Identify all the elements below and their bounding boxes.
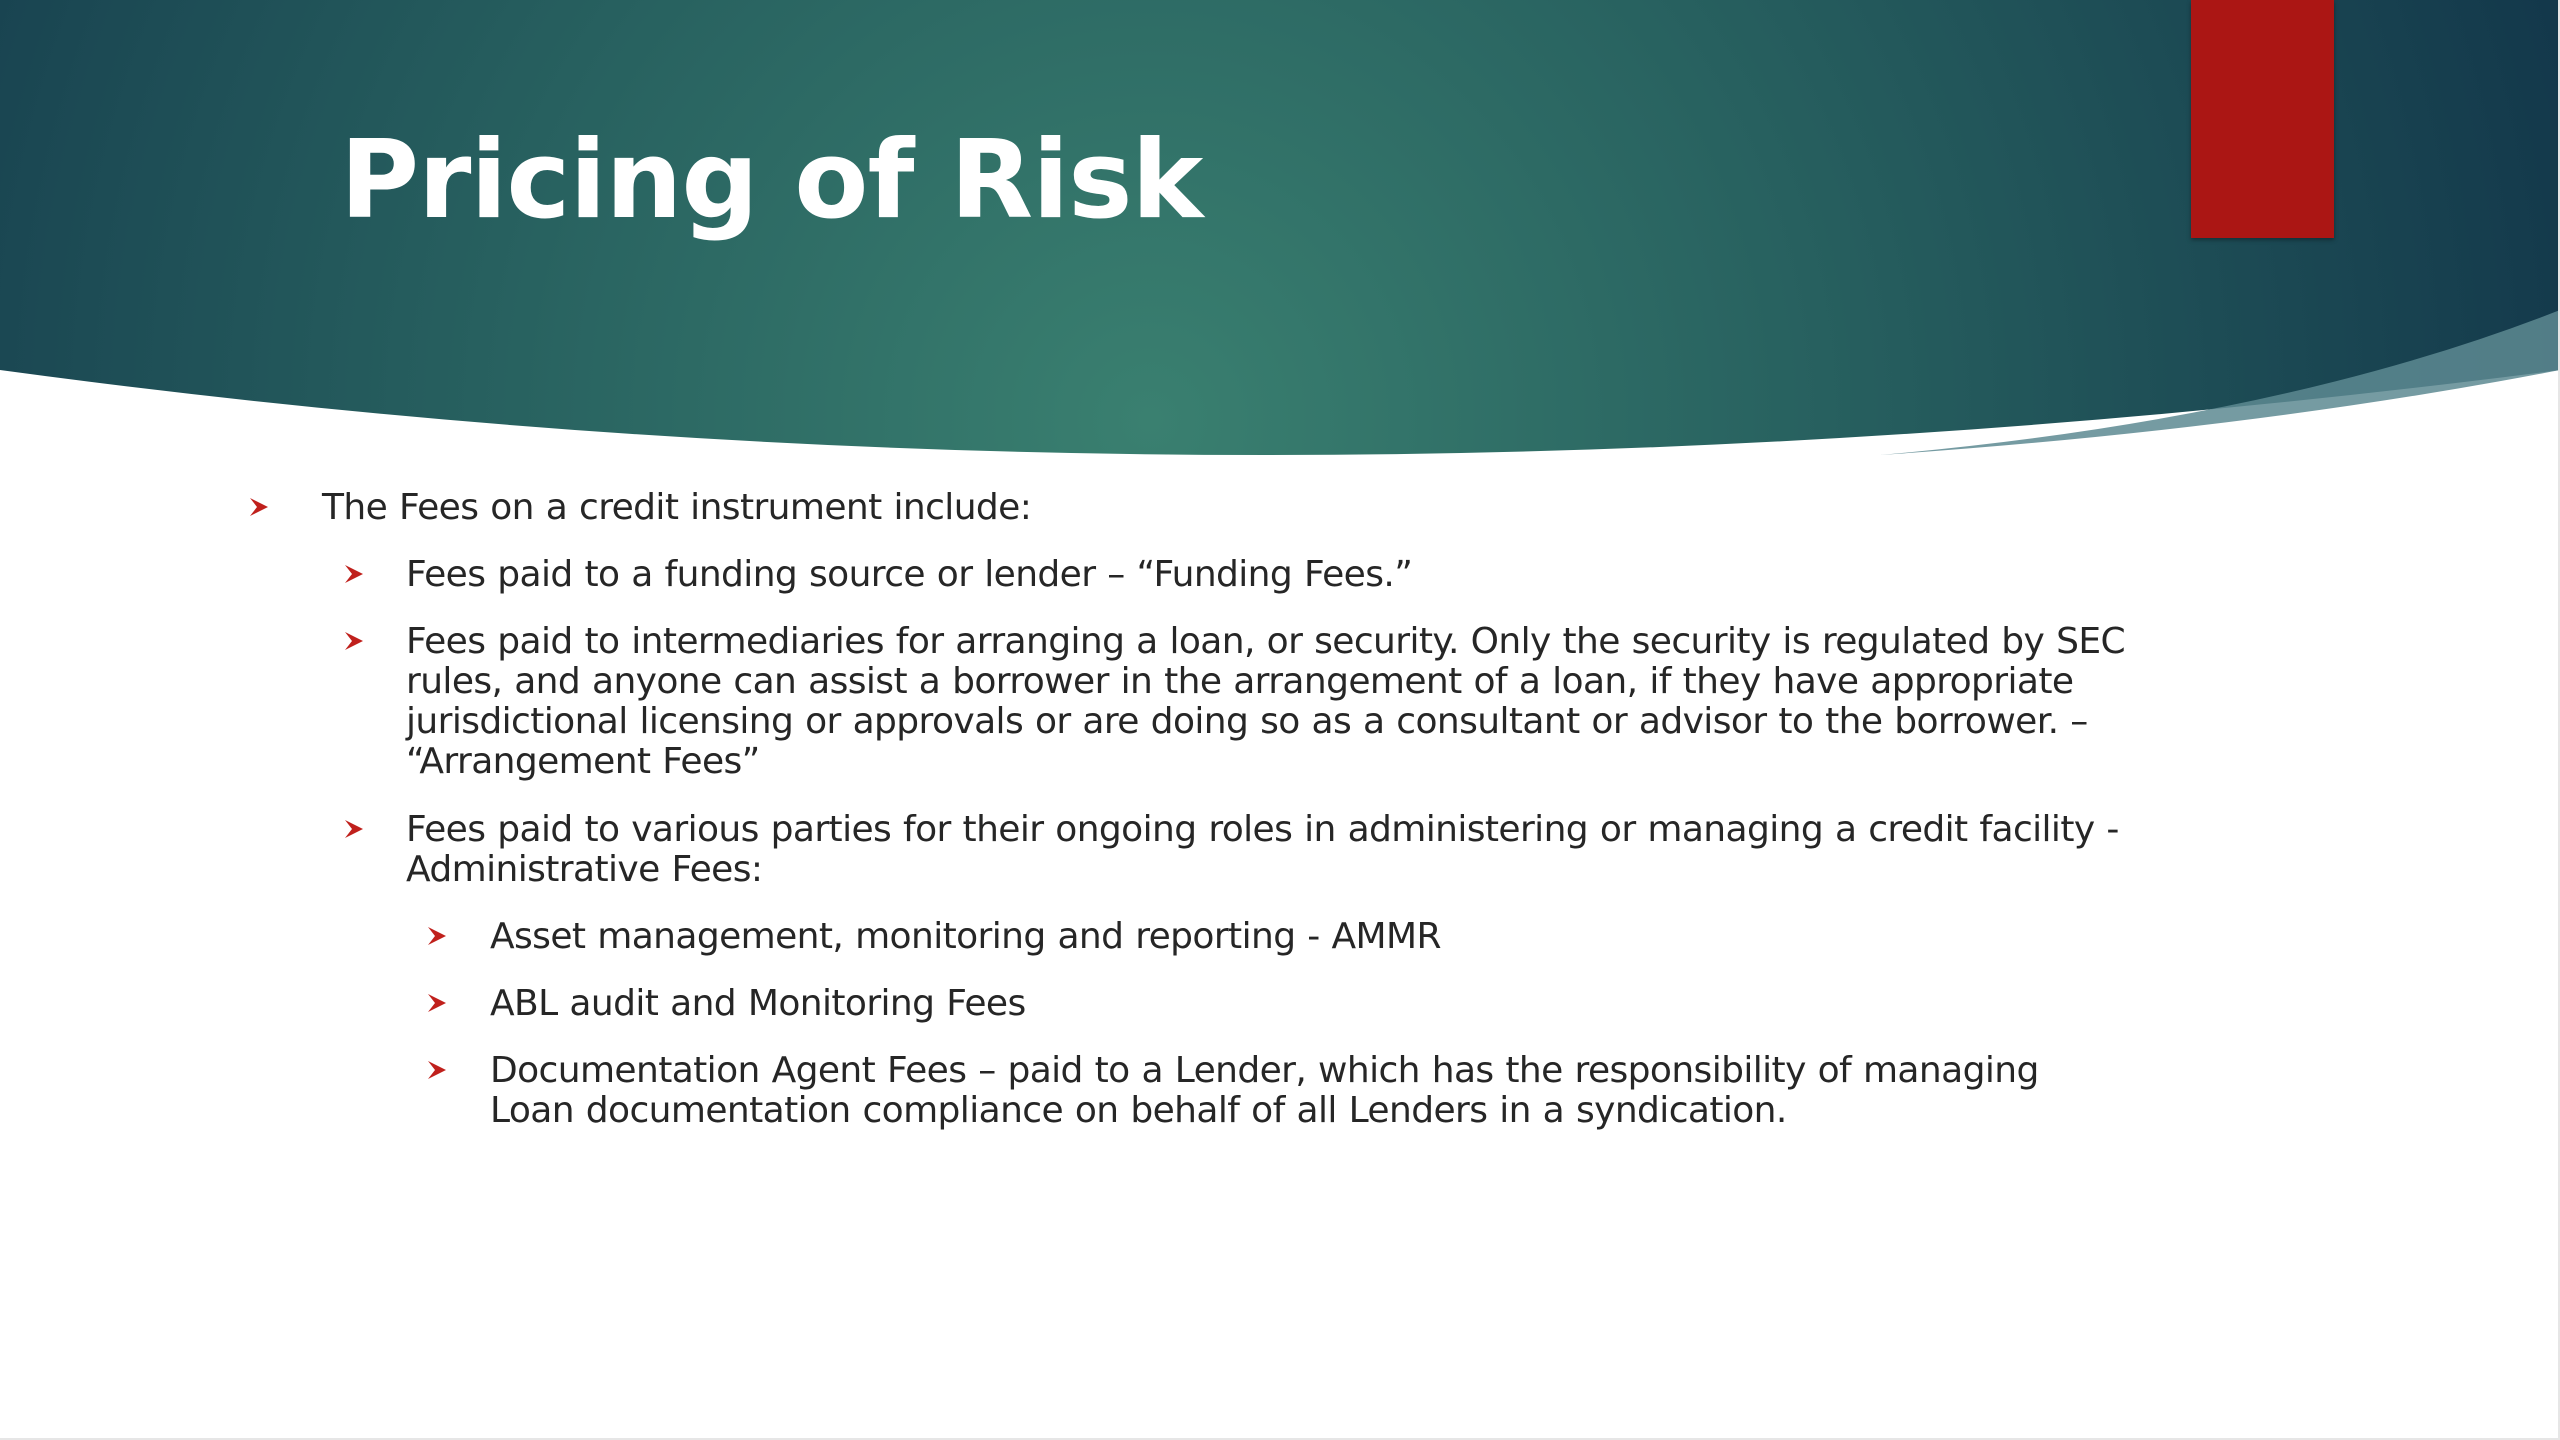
arrowhead-bullet-icon bbox=[426, 1058, 448, 1082]
slide-title: Pricing of Risk bbox=[340, 118, 1203, 243]
bullet-item bbox=[490, 1051, 2130, 1131]
arrowhead-bullet-icon bbox=[248, 495, 270, 519]
bullet-text: Fees paid to intermediaries for arranging a loan, or security. Only the security is regulated by SEC rules, and anyone can assist a borrower in the arrangement of a loan, if they have appropriate jurisdictional licensing or approvals or are doing so as a consultant or advisor to the borrower. – “Arrangement Fees” bbox=[406, 621, 2126, 782]
bullet-item bbox=[406, 622, 2126, 782]
bullet-text: ABL audit and Monitoring Fees bbox=[490, 983, 1026, 1024]
bullet-text: The Fees on a credit instrument include: bbox=[322, 487, 1032, 528]
header-background bbox=[0, 0, 2560, 490]
arrowhead-bullet-icon bbox=[343, 562, 365, 586]
arrowhead-bullet-icon bbox=[426, 991, 448, 1015]
bullet-text: Asset management, monitoring and reporting - AMMR bbox=[490, 916, 1441, 957]
bullet-text: Fees paid to a funding source or lender – “Funding Fees.” bbox=[406, 554, 1413, 595]
red-accent-bar bbox=[2191, 0, 2334, 238]
bullet-item bbox=[406, 555, 2126, 595]
bullet-item bbox=[490, 917, 2130, 957]
bullet-text: Fees paid to various parties for their ongoing roles in administering or managing a credit facility - Administrative Fees: bbox=[406, 809, 2119, 890]
bullet-text: Documentation Agent Fees – paid to a Lender, which has the responsibility of managing Loan documentation compliance on behalf of all Lenders in a syndication. bbox=[490, 1050, 2039, 1131]
bullet-item bbox=[322, 488, 2122, 528]
arrowhead-bullet-icon bbox=[343, 817, 365, 841]
arrowhead-bullet-icon bbox=[343, 629, 365, 653]
bullet-item bbox=[490, 984, 2130, 1024]
arrowhead-bullet-icon bbox=[426, 924, 448, 948]
bullet-item bbox=[406, 810, 2126, 890]
